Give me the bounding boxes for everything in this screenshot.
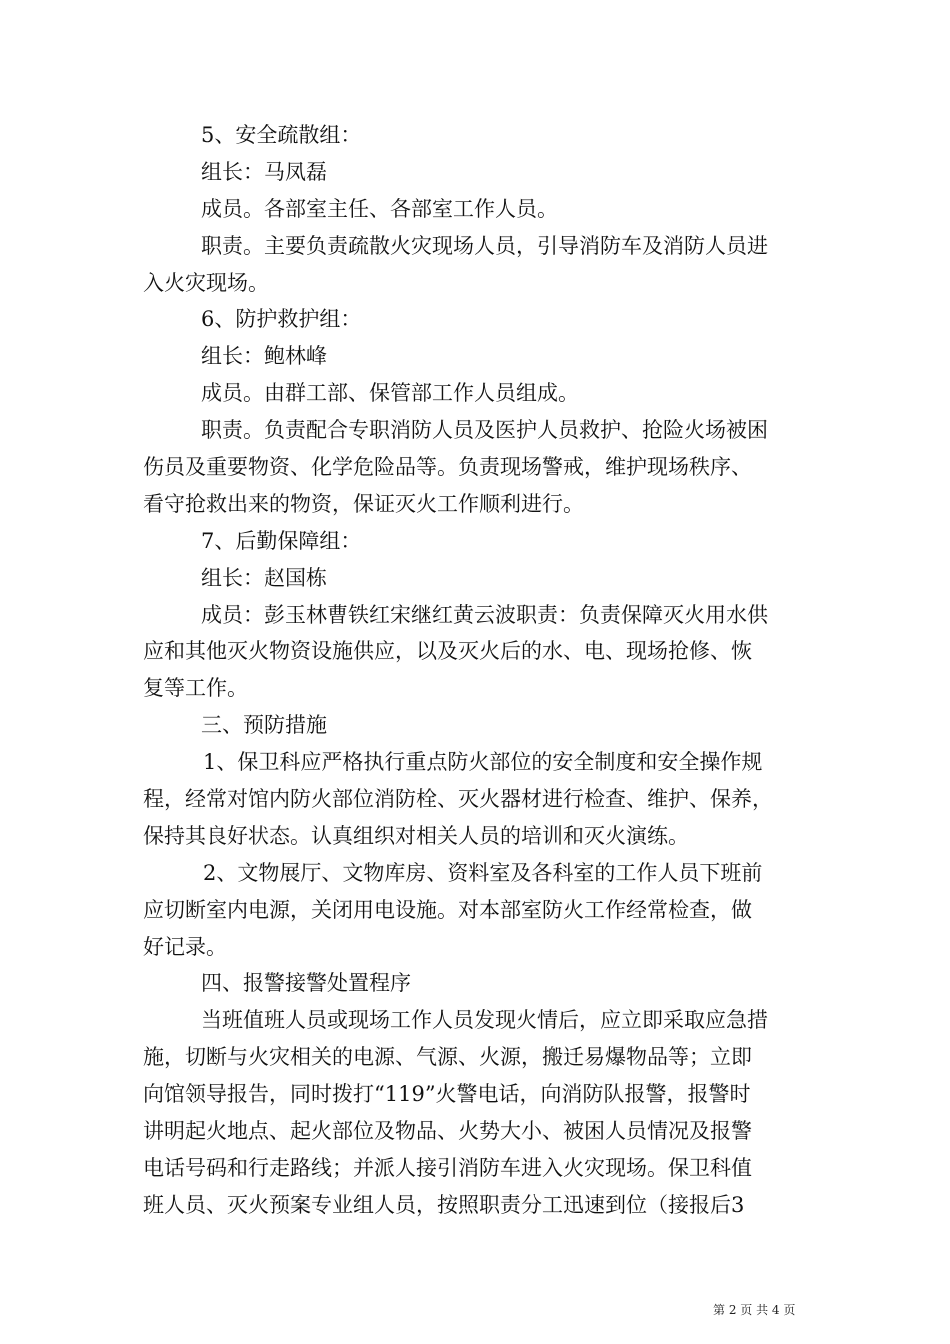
paragraph-line: 程，经常对馆内防火部位消防栓、灭火器材进行检查、维护、保养， (143, 787, 773, 812)
paragraph-line: 组长：马凤磊 (201, 159, 327, 184)
paragraph-line: 伤员及重要物资、化学危险品等。负责现场警戒，维护现场秩序、 (143, 455, 752, 480)
paragraph-line: 看守抢救出来的物资，保证灭火工作顺利进行。 (143, 491, 584, 516)
body-text (143, 117, 808, 1224)
section-heading-prevention: 三、预防措施 (201, 713, 327, 738)
paragraph-line: 组长：鲍林峰 (201, 344, 327, 369)
paragraph-line: 讲明起火地点、起火部位及物品、火势大小、被困人员情况及报警 (143, 1119, 752, 1144)
heading-evacuation-group: 5、安全疏散组： (201, 123, 362, 147)
paragraph-line: 电话号码和行走路线；并派人接引消防车进入火灾现场。保卫科值 (143, 1155, 752, 1180)
paragraph-line: 职责。负责配合专职消防人员及医护人员救护、抢险火场被困 (201, 418, 768, 443)
paragraph-line: 保持其良好状态。认真组织对相关人员的培训和灭火演练。 (143, 823, 689, 848)
paragraph-line: 复等工作。 (143, 676, 248, 701)
paragraph-line: 成员。各部室主任、各部室工作人员。 (201, 196, 558, 221)
paragraph-line: 好记录。 (143, 934, 227, 959)
paragraph-line: 当班值班人员或现场工作人员发现火情后，应立即采取应急措 (201, 1008, 768, 1033)
heading-logistics-group: 7、后勤保障组： (201, 528, 362, 553)
paragraph-line: 成员。由群工部、保管部工作人员组成。 (201, 381, 579, 406)
paragraph-line: 2、文物展厅、文物库房、资料室及各科室的工作人员下班前 (203, 860, 763, 885)
paragraph-line: 应和其他灭火物资设施供应，以及灭火后的水、电、现场抢修、恢 (143, 639, 752, 664)
page-number-footer: 第 2 页 共 4 页 (713, 1303, 796, 1317)
paragraph-line: 应切断室内电源，关闭用电设施。对本部室防火工作经常检查，做 (143, 897, 752, 922)
paragraph-line: 职责。主要负责疏散火灾现场人员，引导消防车及消防人员进 (201, 233, 768, 258)
paragraph-line: 班人员、灭火预案专业组人员，按照职责分工迅速到位（接报后3 (143, 1192, 745, 1217)
paragraph-line: 组长：赵国栋 (201, 565, 327, 590)
paragraph-line: 施，切断与火灾相关的电源、气源、火源，搬迁易爆物品等；立即 (143, 1045, 752, 1070)
section-heading-alarm-procedure: 四、报警接警处置程序 (201, 971, 411, 996)
heading-protection-group: 6、防护救护组： (201, 307, 362, 332)
paragraph-line: 向馆领导报告，同时拨打“119”火警电话，向消防队报警，报警时 (143, 1082, 751, 1107)
paragraph-line: 1、保卫科应严格执行重点防火部位的安全制度和安全操作规 (203, 750, 763, 775)
paragraph-line: 成员：彭玉林曹铁红宋继红黄云波职责：负责保障灭火用水供 (201, 602, 768, 627)
paragraph-line: 入火灾现场。 (143, 270, 269, 295)
